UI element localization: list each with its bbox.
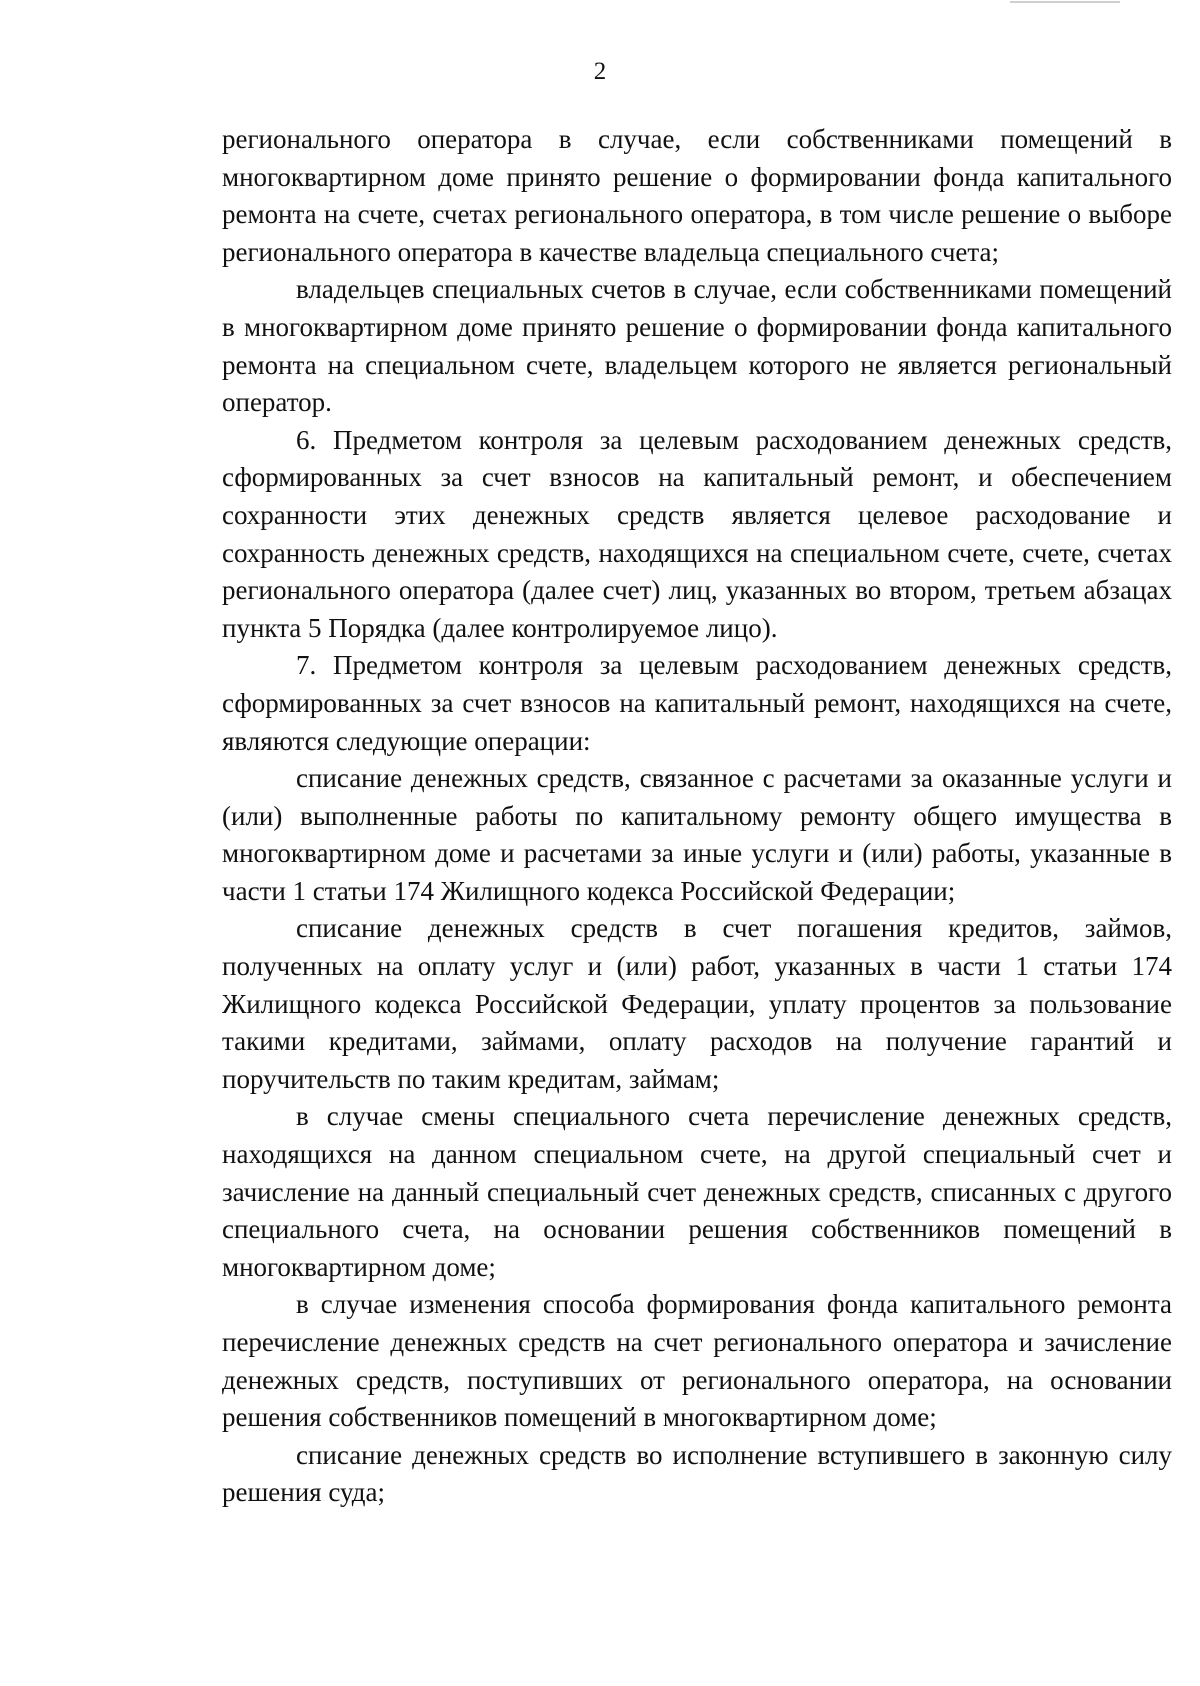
paragraph-item-7: 7. Предметом контроля за целевым расходованием денежных средств, сформированных за счет взносов на капитальный ремонт, находящихся на счете, являются следующие операции: xyxy=(222,650,1172,756)
paragraph-operation-account-change: в случае смены специального счета перечисление денежных средств, находящихся на данном специальном счете, на другой специальный счет и зачисление на данный специальный счет денежных средств, списанных с другого специального счета, на основании решения собственников помещений в многоквартирном доме; xyxy=(222,1101,1172,1282)
paragraph-operation-court-decision: списание денежных средств во исполнение вступившего в законную силу решения суда; xyxy=(222,1439,1172,1508)
paragraph-continuation: регионального оператора в случае, если собственниками помещений в многоквартирном доме принято решение о формировании фонда капитального ремонта на счете, счетах регионального оператора, в том числе решение о выборе регионального оператора в качестве владельца специального счета; xyxy=(222,124,1172,267)
paragraph-operation-method-change: в случае изменения способа формирования фонда капитального ремонта перечисление денежных средств на счет регионального оператора и зачисление денежных средств, поступивших от регионального оператора, на основании решения собственников помещений в многоквартирном доме; xyxy=(222,1289,1172,1433)
document-body xyxy=(222,121,1172,1512)
paragraph-special-account-owners: владельцев специальных счетов в случае, если собственниками помещений в многоквартирном доме принято решение о формировании фонда капитального ремонта на специальном счете, владельцем которого не является региональный оператор. xyxy=(222,274,1172,418)
page-number: 2 xyxy=(593,58,607,85)
paragraph-operation-loans: списание денежных средств в счет погашения кредитов, займов, полученных на оплату услуг и (или) работ, указанных в части 1 статьи 174 Жилищного кодекса Российской Федерации, уплату процентов за пользование такими кредитами, займами, оплату расходов на получение гарантий и поручительств по таким кредитам, займам; xyxy=(222,913,1172,1094)
paragraph-operation-services: списание денежных средств, связанное с расчетами за оказанные услуги и (или) выполненные работы по капитальному ремонту общего имущества в многоквартирном доме и расчетами за иные услуги и (или) работы, указанные в части 1 статьи 174 Жилищного кодекса Российской Федерации; xyxy=(222,763,1172,906)
scan-edge-mark xyxy=(1010,1,1120,3)
paragraph-item-6: 6. Предметом контроля за целевым расходованием денежных средств, сформированных за счет взносов на капитальный ремонт, и обеспечением сохранности этих денежных средств является целевое расходование и сохранность денежных средств, находящихся на специальном счете, счете, счетах регионального оператора (далее счет) лиц, указанных во втором, третьем абзацах пункта 5 Порядка (далее контролируемое лицо). xyxy=(222,424,1172,643)
